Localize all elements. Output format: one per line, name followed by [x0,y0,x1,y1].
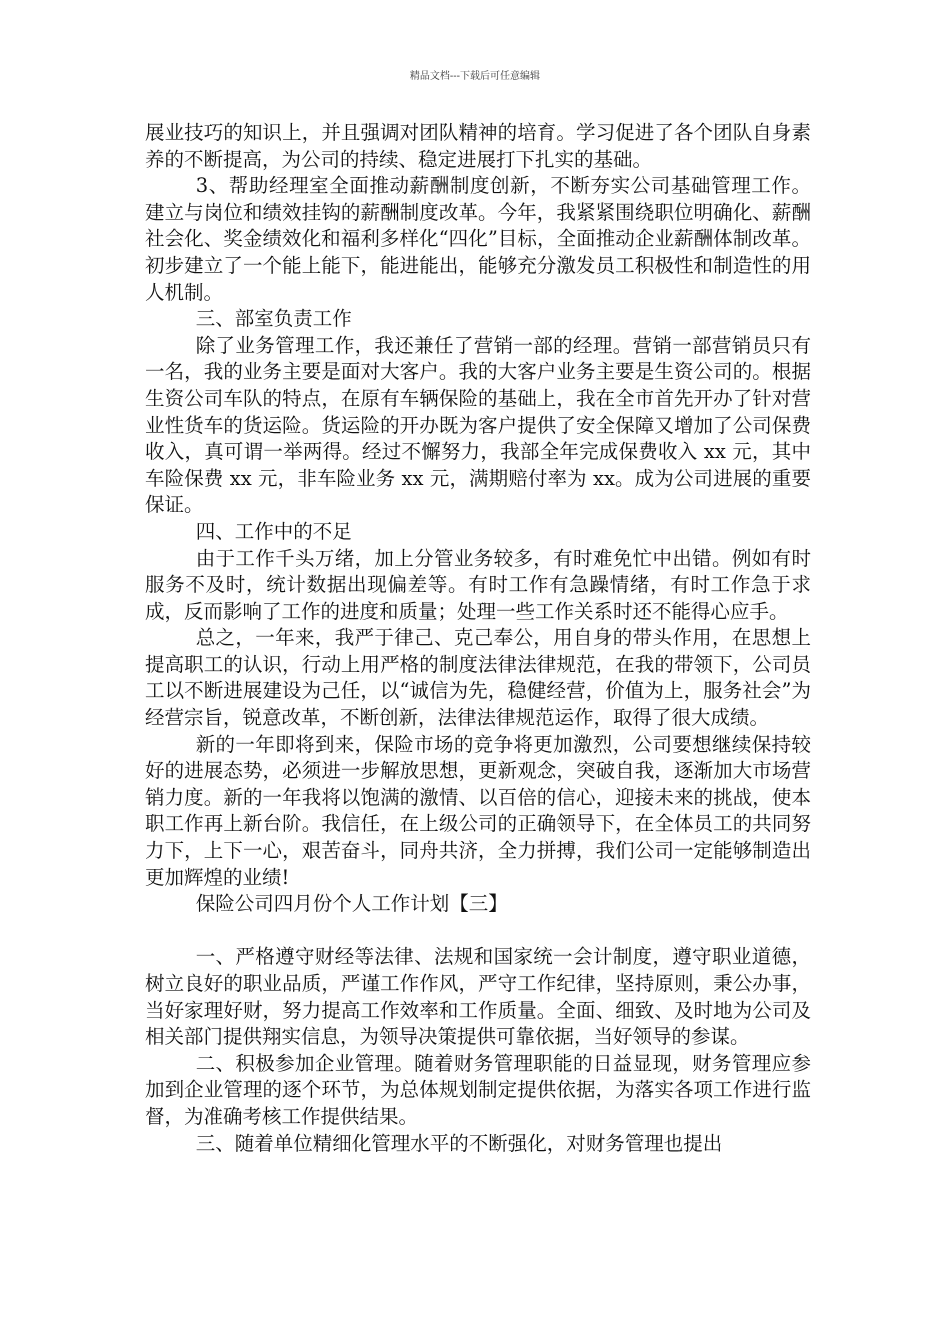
document-body [145,120,811,1157]
paragraph-summary: 总之，一年来，我严于律己、克己奉公，用自身的带头作用，在思想上提高职工的认识，行动上用严格的制度法律法律规范，在我的带领下，公司员工以不断进展建设为己任，以“诚信为先，稳健经营，价值为上，服务社会”为经营宗旨，锐意改革，不断创新，法律法律规范运作，取得了很大成绩。 [145,626,811,730]
paragraph-plan-3: 三、随着单位精细化管理水平的不断强化，对财务管理也提出 [195,1131,723,1155]
section-heading-shortcomings: 四、工作中的不足 [195,519,352,543]
paragraph-new-year: 新的一年即将到来，保险市场的竞争将更加激烈，公司要想继续保持较好的进展态势，必须进一步解放思想，更新观念，突破自我，逐渐加大市场营销力度。新的一年我将以饱满的激情、以百倍的信心，迎接未来的挑战，使本职工作再上新台阶。我信任，在上级公司的正确领导下，在全体员工的共同努力下，上下一心，艰苦奋斗，同舟共济，全力拼搏，我们公司一定能够制造出更加辉煌的业绩! [145,732,811,889]
paragraph-continuation: 展业技巧的知识上，并且强调对团队精神的培育。学习促进了各个团队自身素养的不断提高，为公司的持续、稳定进展打下扎实的基础。 [145,121,811,171]
paragraph-plan-1: 一、严格遵守财经等法律、法规和国家统一会计制度，遵守职业道德，树立良好的职业品质，严谨工作作风，严守工作纪律，坚持原则，秉公办事，当好家理好财，努力提高工作效率和工作质量。全面、细致、及时地为公司及相关部门提供翔实信息，为领导决策提供可靠依据，当好领导的参谋。 [145,945,811,1049]
paragraph-shortcomings: 由于工作千头万绪，加上分管业务较多，有时难免忙中出错。例如有时服务不及时，统计数据出现偏差等。有时工作有急躁情绪，有时工作急于求成，反而影响了工作的进度和质量；处理一些工作关系时还不能得心应手。 [145,546,811,623]
blank-line [145,918,811,945]
plan-title: 保险公司四月份个人工作计划【三】 [195,892,508,916]
paragraph-marketing: 除了业务管理工作，我还兼任了营销一部的经理。营销一部营销员只有一名，我的业务主要是面对大客户。我的大客户业务主要是生资公司的。根据生资公司车队的特点，在原有车辆保险的基础上，我在全市首先开办了针对营业性货车的货运险。货运险的开办既为客户提供了安全保障又增加了公司保费收入，真可谓一举两得。经过不懈努力，我部全年完成保费收入 xx 元，其中车险保费 xx 元，非车险业务 xx 元，满期赔付率为 xx。成为公司进展的重要保证。 [145,333,811,517]
paragraph-plan-2: 二、积极参加企业管理。随着财务管理职能的日益显现，财务管理应参加到企业管理的逐个环节，为总体规划制定提供依据，为落实各项工作进行监督，为准确考核工作提供结果。 [145,1051,811,1128]
page-header: 精品文档---下载后可任意编辑 [409,71,541,82]
section-heading-department: 三、部室负责工作 [195,307,352,331]
paragraph-salary-reform: 3、帮助经理室全面推动薪酬制度创新，不断夯实公司基础管理工作。建立与岗位和绩效挂钩的薪酬制度改革。今年，我紧紧围绕职位明确化、薪酬社会化、奖金绩效化和福利多样化“四化”目标，全面推动企业薪酬体制改革。初步建立了一个能上能下，能进能出，能够充分激发员工积极性和制造性的用人机制。 [145,174,811,304]
